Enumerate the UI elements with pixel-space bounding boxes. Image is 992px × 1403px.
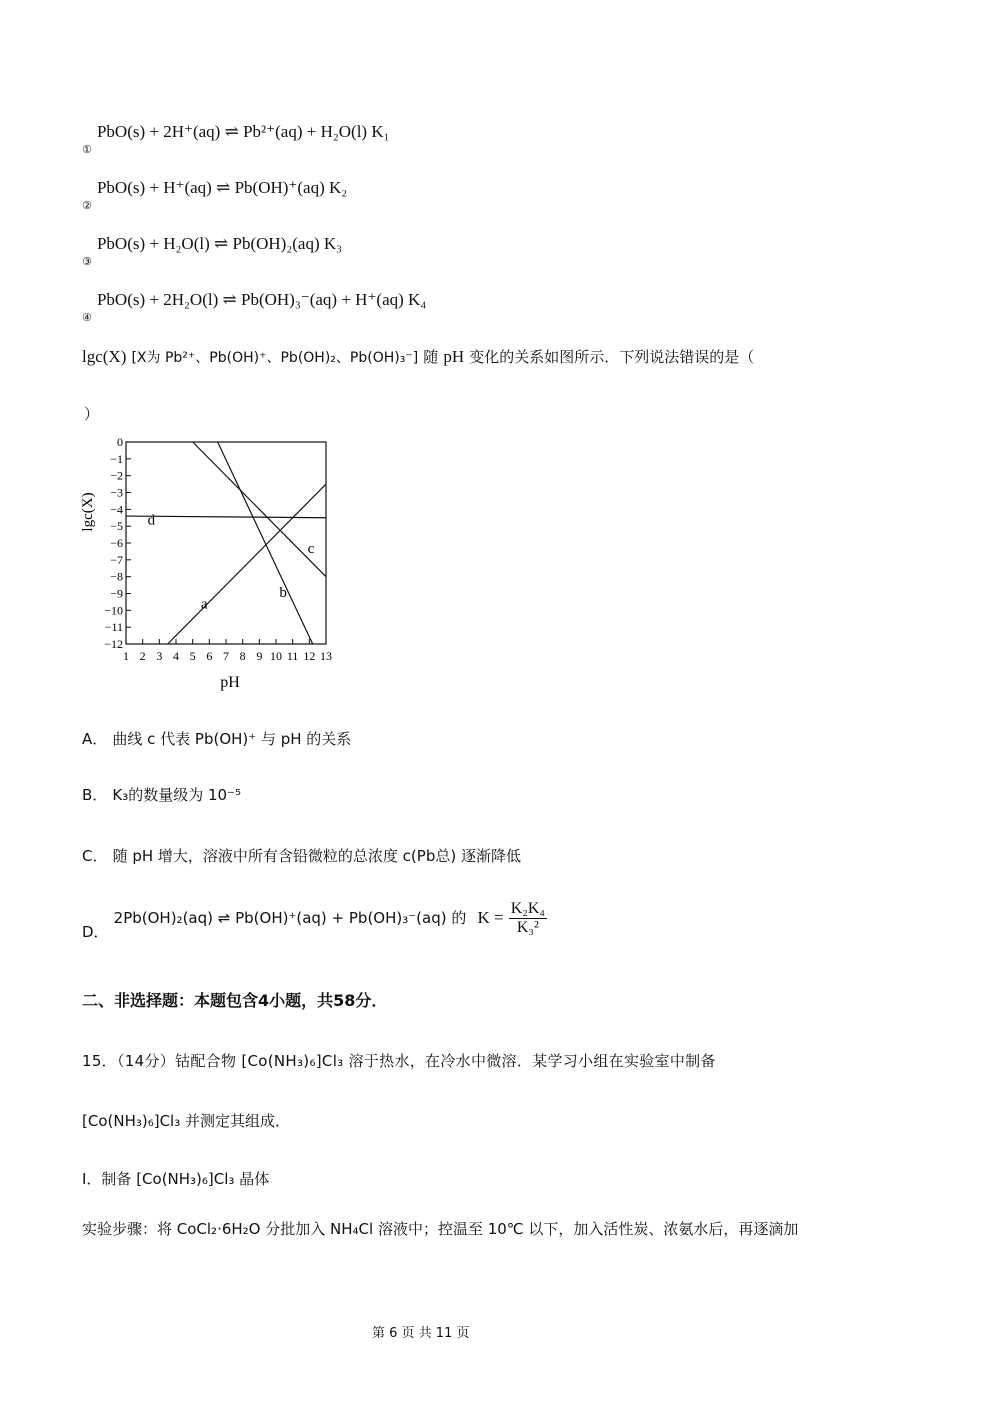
x-tick-label: 10 — [270, 649, 282, 663]
reaction-equation: PbO(s) + 2H₂O(l) ⇌ Pb(OH)₃⁻(aq) + H⁺(aq) K₄ — [96, 290, 427, 309]
y-tick-label: −6 — [110, 536, 123, 550]
x-tick-label: 9 — [256, 649, 263, 663]
x-tick-label: 13 — [320, 649, 332, 663]
y-tick-label: −8 — [110, 569, 123, 584]
x-tick-label: 7 — [223, 649, 229, 663]
x-tick-label: 6 — [206, 649, 213, 663]
series-label-d: d — [147, 512, 156, 529]
reaction-number: ② — [82, 199, 92, 212]
reaction-number: ① — [82, 143, 92, 156]
option-letter: C． — [82, 847, 108, 865]
x-tick-label: 12 — [303, 649, 316, 663]
reaction-2 — [82, 178, 348, 212]
stem-close-paren: ） — [84, 405, 100, 423]
option-text: K₃的数量级为 10⁻⁵ — [112, 786, 242, 804]
y-tick-label: −12 — [104, 637, 123, 651]
option-text: 曲线 c 代表 Pb(OH)⁺ 与 pH 的关系 — [112, 730, 352, 748]
equilibrium-constant-lhs: K = — [477, 908, 504, 927]
option-letter: A． — [82, 730, 108, 748]
series-label-a: a — [201, 596, 208, 613]
fraction-numerator: K₂K₄ — [510, 900, 545, 917]
x-tick-label: 4 — [173, 649, 179, 663]
x-tick-label: 11 — [286, 649, 299, 663]
y-axis-label: lgc(X) — [80, 492, 96, 532]
series-line-d — [126, 516, 326, 518]
y-tick-label: −11 — [104, 620, 123, 635]
fraction-denominator: K₃² — [516, 919, 539, 936]
option-text: 随 pH 增大，溶液中所有含铅微粒的总浓度 c(Pb总) 逐渐降低 — [112, 847, 521, 865]
reaction-equation: PbO(s) + H⁺(aq) ⇌ Pb(OH)⁺(aq) K₂ — [96, 178, 348, 197]
x-tick-label: 5 — [189, 649, 196, 663]
x-tick-label: 8 — [239, 649, 246, 663]
y-tick-label: −9 — [110, 586, 123, 601]
stem-bracket: [X为 Pb²⁺、Pb(OH)⁺、Pb(OH)₂、Pb(OH)₃⁻] — [131, 350, 419, 366]
reaction-number: ④ — [82, 311, 92, 324]
plot-frame — [126, 442, 326, 644]
option-a[interactable] — [82, 728, 351, 749]
stem-text-2: 变化的关系如图所示．下列说法错误的是（ — [469, 348, 755, 366]
reaction-number: ③ — [82, 255, 92, 268]
y-tick-label: −10 — [104, 603, 123, 618]
option-b[interactable] — [82, 784, 241, 805]
stem-formula: lgc(X) — [82, 347, 127, 366]
stem-ph: pH — [443, 347, 465, 366]
stem-text-1: 随 — [423, 348, 439, 366]
series-line-c — [193, 442, 326, 577]
reaction-4 — [82, 290, 427, 324]
y-tick-label: 0 — [117, 435, 123, 449]
page-footer: 第 6 页 共 11 页 — [372, 1326, 470, 1341]
y-tick-label: −2 — [110, 468, 123, 483]
section-title: 二、非选择题：本题包含4小题，共58分． — [82, 991, 388, 1010]
y-tick-label: −3 — [110, 485, 123, 500]
question-stem — [82, 346, 754, 367]
q15-steps: 实验步骤：将 CoCl₂·6H₂O 分批加入 NH₄Cl 溶液中；控温至 10℃ 以下，加入活性炭、浓氨水后，再逐滴加 — [82, 1220, 799, 1238]
option-letter: D． — [82, 923, 109, 941]
reaction-3 — [82, 234, 343, 268]
series-label-b: b — [279, 584, 287, 601]
x-tick-label: 2 — [139, 649, 146, 663]
y-tick-label: −5 — [110, 519, 123, 534]
y-tick-label: −4 — [110, 502, 123, 517]
reaction-1 — [82, 122, 390, 156]
q15-part-1: I．制备 [Co(NH₃)₆]Cl₃ 晶体 — [82, 1170, 270, 1188]
q15-line-2: [Co(NH₃)₆]Cl₃ 并测定其组成． — [82, 1112, 291, 1130]
series-line-a — [168, 484, 326, 644]
option-c[interactable] — [82, 845, 521, 866]
lgcx-ph-chart — [78, 432, 348, 694]
reaction-equation: PbO(s) + H₂O(l) ⇌ Pb(OH)₂(aq) K₃ — [96, 234, 343, 253]
x-tick-label: 3 — [156, 649, 163, 663]
y-tick-label: −1 — [110, 451, 123, 466]
reaction-equation: PbO(s) + 2H⁺(aq) ⇌ Pb²⁺(aq) + H₂O(l) K₁ — [96, 122, 390, 141]
series-label-c: c — [307, 541, 315, 558]
option-d[interactable] — [82, 900, 547, 941]
y-tick-label: −7 — [110, 552, 123, 567]
x-tick-label: 1 — [123, 649, 129, 663]
option-letter: B． — [82, 786, 108, 804]
q15-line-1: 15．（14分）钴配合物 [Co(NH₃)₆]Cl₃ 溶于热水，在冷水中微溶．某学习小组在实验室中制备 — [82, 1052, 716, 1070]
equilibrium-constant-fraction — [509, 900, 547, 937]
series-line-b — [218, 442, 313, 644]
x-axis-label: pH — [220, 674, 240, 691]
option-text: 2Pb(OH)₂(aq) ⇌ Pb(OH)⁺(aq) + Pb(OH)₃⁻(aq) 的 — [113, 909, 467, 927]
